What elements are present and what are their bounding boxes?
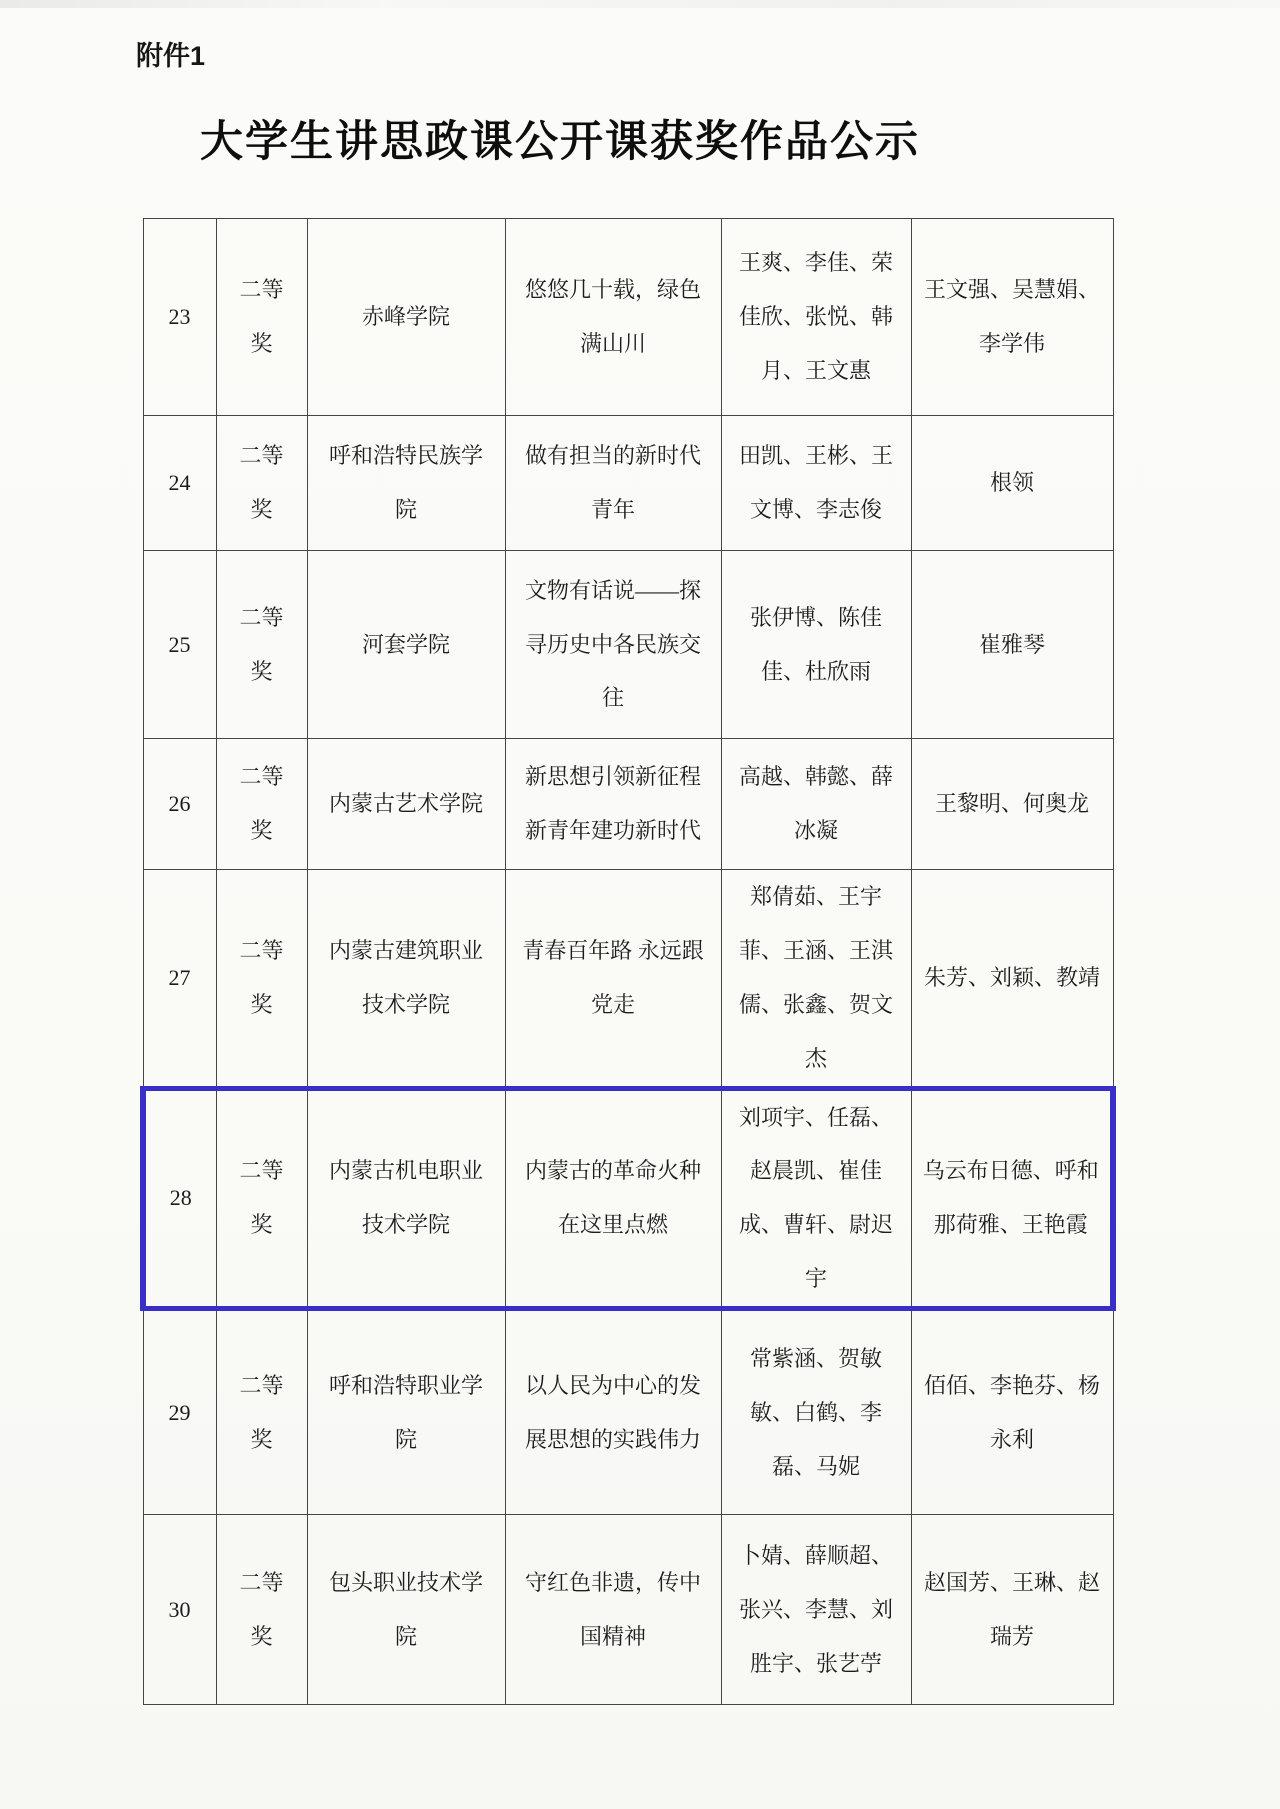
work-title-cell: 做有担当的新时代青年 [505,416,721,551]
students-cell: 常紫涵、贺敏敏、白鹤、李磊、马妮 [721,1309,911,1515]
attachment-label: 附件1 [136,41,206,71]
work-title-cell: 悠悠几十载，绿色满山川 [505,219,721,416]
institution-cell: 包头职业技术学院 [307,1515,505,1705]
institution-cell: 呼和浩特职业学院 [307,1309,505,1515]
students-cell: 王爽、李佳、荣佳欣、张悦、韩月、王文惠 [721,219,911,416]
work-title-cell: 青春百年路 永远跟党走 [505,870,721,1089]
row-number-cell: 30 [143,1515,216,1705]
institution-cell: 赤峰学院 [307,219,505,416]
institution-cell: 呼和浩特民族学院 [307,416,505,551]
award-level-cell: 二等奖 [216,739,307,870]
award-level-cell: 二等奖 [216,219,307,416]
table-row [143,1515,1113,1705]
awards-table [140,218,1116,1705]
table-row [143,1309,1113,1515]
work-title-cell: 以人民为中心的发展思想的实践伟力 [505,1309,721,1515]
award-level-cell: 二等奖 [216,1309,307,1515]
students-cell: 刘项宇、任磊、赵晨凯、崔佳成、曹轩、尉迟宇 [721,1088,911,1309]
award-level-cell: 二等奖 [216,870,307,1089]
document-title: 大学生讲思政课公开课获奖作品公示 [200,118,920,166]
teachers-cell: 崔雅琴 [911,551,1113,739]
row-number-cell: 23 [143,219,216,416]
work-title-cell: 新思想引领新征程 新青年建功新时代 [505,739,721,870]
row-number-cell: 26 [143,739,216,870]
teachers-cell: 朱芳、刘颖、教靖 [911,870,1113,1089]
award-level-cell: 二等奖 [216,1515,307,1705]
table-row-highlighted [143,1088,1113,1309]
institution-cell: 内蒙古机电职业技术学院 [307,1088,505,1309]
teachers-cell: 王黎明、何奥龙 [911,739,1113,870]
awards-table-body [143,219,1113,1705]
award-level-cell: 二等奖 [216,416,307,551]
scan-artifact [0,0,1280,8]
table-row [143,219,1113,416]
students-cell: 田凯、王彬、王文博、李志俊 [721,416,911,551]
table-row [143,739,1113,870]
row-number-cell: 28 [143,1088,216,1309]
award-level-cell: 二等奖 [216,551,307,739]
work-title-cell: 守红色非遗，传中国精神 [505,1515,721,1705]
table-row [143,551,1113,739]
row-number-cell: 25 [143,551,216,739]
award-level-cell: 二等奖 [216,1088,307,1309]
row-number-cell: 29 [143,1309,216,1515]
teachers-cell: 赵国芳、王琳、赵瑞芳 [911,1515,1113,1705]
table-row [143,416,1113,551]
institution-cell: 内蒙古艺术学院 [307,739,505,870]
work-title-cell: 文物有话说——探寻历史中各民族交往 [505,551,721,739]
row-number-cell: 24 [143,416,216,551]
teachers-cell: 佰佰、李艳芬、杨永利 [911,1309,1113,1515]
students-cell: 卜婧、薛顺超、张兴、李慧、刘胜宇、张艺苧 [721,1515,911,1705]
students-cell: 张伊博、陈佳佳、杜欣雨 [721,551,911,739]
table-row [143,870,1113,1089]
teachers-cell: 乌云布日德、呼和那荷雅、王艳霞 [911,1088,1113,1309]
institution-cell: 河套学院 [307,551,505,739]
work-title-cell: 内蒙古的革命火种在这里点燃 [505,1088,721,1309]
teachers-cell: 根领 [911,416,1113,551]
students-cell: 高越、韩懿、薛冰凝 [721,739,911,870]
teachers-cell: 王文强、吴慧娟、李学伟 [911,219,1113,416]
institution-cell: 内蒙古建筑职业技术学院 [307,870,505,1089]
row-number-cell: 27 [143,870,216,1089]
students-cell: 郑倩茹、王宇菲、王涵、王淇儒、张鑫、贺文杰 [721,870,911,1089]
